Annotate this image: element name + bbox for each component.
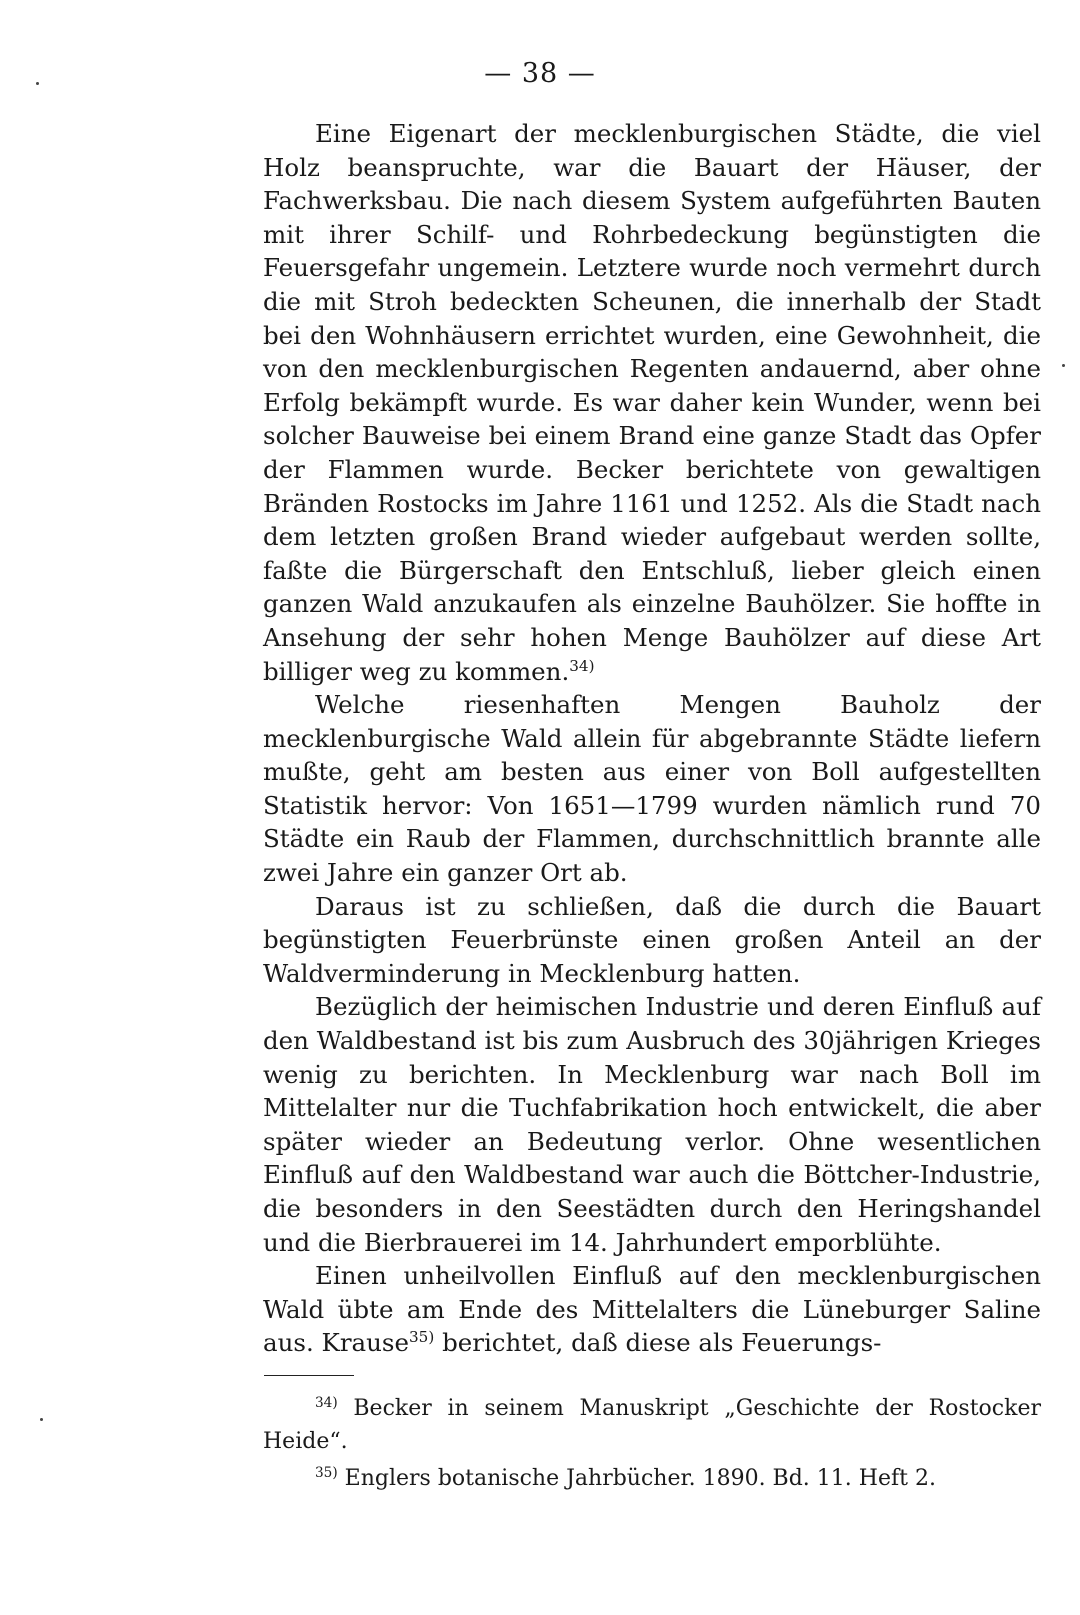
footnote-ref-35: 35) <box>409 1328 435 1347</box>
paragraph-5 <box>263 1259 1041 1360</box>
paragraph-5-tail: berichtet, daß diese als Feuerungs- <box>442 1328 882 1358</box>
footnote-ref-34: 34) <box>569 656 595 675</box>
paragraph-4: Bezüglich der heimischen Industrie und deren Einfluß auf den Waldbestand ist bis zum Ausbruch des 30jährigen Krieges wenig zu berichten. In Mecklenburg war nach Boll im Mittelalter nur die Tuchfabrikation hoch entwickelt, die aber später wieder an Bedeutung verlor. Ohne wesentlichen Einfluß auf den Waldbestand war auch die Böttcher-Industrie, die besonders in den Seestädten durch den Heringshandel und die Bierbrauerei im 14. Jahrhundert emporblühte. <box>263 992 1041 1257</box>
body-text <box>263 117 1041 1360</box>
footnote-34-text: Becker in seinem Manuskript „Geschichte der Rostocker Heide“. <box>263 1396 1041 1454</box>
paragraph-2: Welche riesenhaften Mengen Bauholz der mecklenburgische Wald allein für abgebrannte Städte liefern mußte, geht am besten aus einer von Boll aufgestellten Statistik hervor: Von 1651—1799 wurden nämlich rund 70 Städte ein Raub der Flammen, durchschnittlich brannte alle zwei Jahre ein ganzer Ort ab. <box>263 690 1041 888</box>
footnote-35-marker: 35) <box>315 1464 338 1481</box>
footnotes <box>263 1392 1041 1495</box>
footnote-34-marker: 34) <box>315 1394 338 1411</box>
footnote-divider <box>264 1375 354 1376</box>
paragraph-1-text: Eine Eigenart der mecklenburgischen Städte, die viel Holz beanspruchte, war die Bauart der Häuser, der Fachwerksbau. Die nach diesem System aufgeführten Bauten mit ihrer Schilf- und Rohrbedeckung begünstigten die Feuersgefahr ungemein. Letztere wurde noch vermehrt durch die mit Stroh bedeckten Scheunen, die innerhalb der Stadt bei den Wohnhäusern errichtet wurden, eine Gewohnheit, die von den mecklenburgischen Regenten andauernd, aber ohne Erfolg bekämpft wurde. Es war daher kein Wunder, wenn bei solcher Bauweise bei einem Brand eine ganze Stadt das Opfer der Flammen wurde. Becker berichtete von gewaltigen Bränden Rostocks im Jahre 1161 und 1252. Als die Stadt nach dem letzten großen Brand wieder aufgebaut werden sollte, faßte die Bürgerschaft den Entschluß, lieber gleich einen ganzen Wald anzukaufen als einzelne Bauhölzer. Sie hoffte in Ansehung der sehr hohen Menge Bauhölzer auf diese Art billiger weg zu kommen. <box>263 119 1041 686</box>
paragraph-1 <box>263 117 1041 688</box>
footnote-35 <box>263 1462 1041 1495</box>
footnote-34 <box>263 1392 1041 1458</box>
print-speck <box>1062 364 1065 367</box>
paragraph-5-text: Einen unheilvollen Einfluß auf den mecklenburgischen Wald übte am Ende des Mittelalters die Lüneburger Saline aus. Krause <box>263 1261 1041 1358</box>
footnote-35-text: Englers botanische Jahrbücher. 1890. Bd. 11. Heft 2. <box>344 1466 936 1491</box>
print-speck <box>36 82 39 85</box>
paragraph-3: Daraus ist zu schließen, daß die durch die Bauart begünstigten Feuerbrünste einen großen Anteil an der Waldverminderung in Mecklenburg hatten. <box>263 891 1041 988</box>
print-speck <box>40 1418 43 1421</box>
page-number: — 38 — <box>484 58 596 89</box>
